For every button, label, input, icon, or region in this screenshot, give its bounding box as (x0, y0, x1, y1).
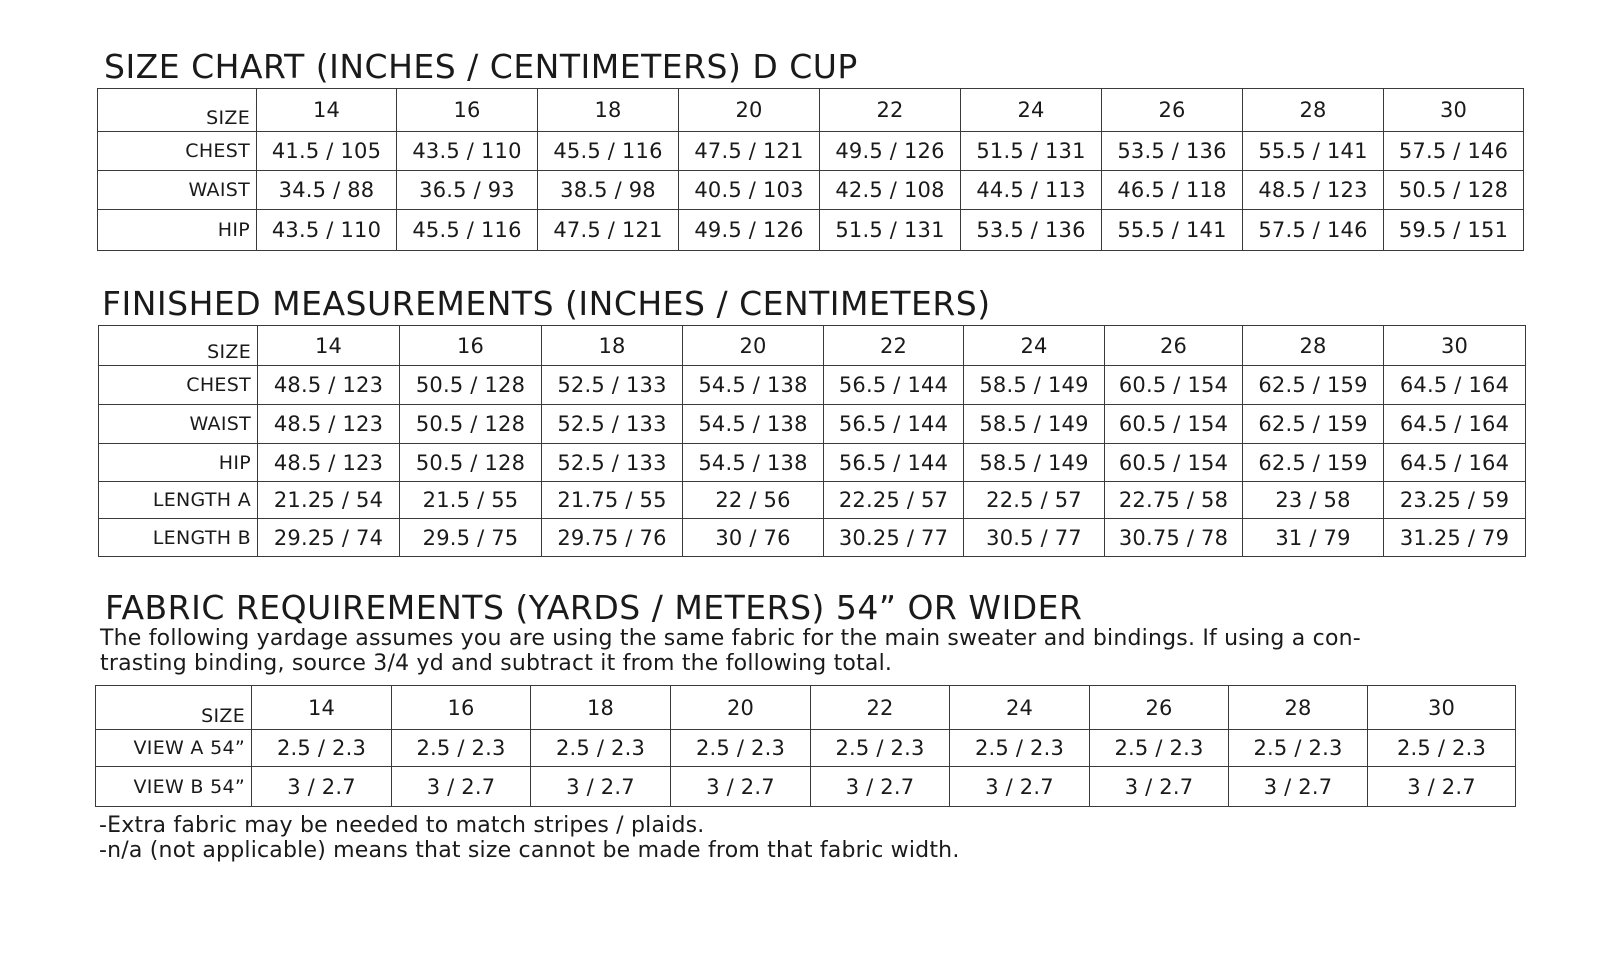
fabric-requirements-table (95, 685, 1516, 807)
finished-cell: 54.5 / 138 (683, 366, 824, 405)
size-chart-cell: 38.5 / 98 (538, 171, 679, 210)
fabric-cell: 3 / 2.7 (811, 767, 950, 807)
fabric-size-header: 26 (1090, 686, 1229, 730)
size-chart-row-label: WAIST (98, 171, 257, 210)
fabric-size-header: 22 (811, 686, 950, 730)
finished-cell: 22.5 / 57 (964, 482, 1105, 519)
fabric-table-row (96, 767, 1516, 807)
size-chart-table (97, 88, 1524, 251)
size-chart-cell: 49.5 / 126 (679, 210, 820, 251)
size-chart-cell: 36.5 / 93 (397, 171, 538, 210)
size-chart-size-header: 14 (257, 89, 397, 132)
finished-cell: 31 / 79 (1243, 519, 1384, 557)
fabric-size-header: 24 (950, 686, 1090, 730)
finished-cell: 23 / 58 (1243, 482, 1384, 519)
fabric-requirements-title: FABRIC REQUIREMENTS (YARDS / METERS) 54” OR WIDER (105, 588, 1083, 627)
fabric-note-1: -Extra fabric may be needed to match stripes / plaids. (99, 813, 705, 838)
fabric-size-header: 14 (252, 686, 392, 730)
fabric-size-header: 18 (531, 686, 671, 730)
finished-cell: 50.5 / 128 (400, 444, 542, 482)
finished-cell: 21.75 / 55 (542, 482, 683, 519)
size-chart-cell: 55.5 / 141 (1102, 210, 1243, 251)
fabric-cell: 3 / 2.7 (671, 767, 811, 807)
finished-size-header: 22 (824, 326, 964, 366)
size-chart-size-header: 20 (679, 89, 820, 132)
finished-cell: 23.25 / 59 (1384, 482, 1526, 519)
finished-cell: 62.5 / 159 (1243, 366, 1384, 405)
finished-cell: 29.5 / 75 (400, 519, 542, 557)
size-chart-size-header: 30 (1384, 89, 1524, 132)
finished-cell: 22.75 / 58 (1105, 482, 1243, 519)
finished-cell: 30.75 / 78 (1105, 519, 1243, 557)
finished-cell: 56.5 / 144 (824, 405, 964, 444)
finished-table-row (99, 519, 1526, 557)
finished-cell: 64.5 / 164 (1384, 366, 1526, 405)
finished-cell: 22 / 56 (683, 482, 824, 519)
finished-cell: 48.5 / 123 (258, 366, 400, 405)
finished-cell: 54.5 / 138 (683, 444, 824, 482)
size-chart-cell: 57.5 / 146 (1243, 210, 1384, 251)
finished-row-label: LENGTH B (99, 519, 258, 557)
fabric-cell: 2.5 / 2.3 (811, 730, 950, 767)
fabric-header-row (96, 686, 1516, 730)
size-chart-title: SIZE CHART (INCHES / CENTIMETERS) D CUP (104, 47, 858, 86)
finished-table-row (99, 444, 1526, 482)
size-chart-cell: 59.5 / 151 (1384, 210, 1524, 251)
finished-cell: 58.5 / 149 (964, 444, 1105, 482)
finished-cell: 31.25 / 79 (1384, 519, 1526, 557)
finished-cell: 30.5 / 77 (964, 519, 1105, 557)
finished-cell: 54.5 / 138 (683, 405, 824, 444)
fabric-cell: 2.5 / 2.3 (531, 730, 671, 767)
size-chart-cell: 51.5 / 131 (961, 132, 1102, 171)
size-chart-cell: 49.5 / 126 (820, 132, 961, 171)
size-chart-cell: 53.5 / 136 (1102, 132, 1243, 171)
finished-size-header: 20 (683, 326, 824, 366)
size-chart-cell: 47.5 / 121 (679, 132, 820, 171)
fabric-note-2: -n/a (not applicable) means that size cannot be made from that fabric width. (99, 838, 960, 863)
finished-row-label: HIP (99, 444, 258, 482)
fabric-cell: 2.5 / 2.3 (392, 730, 531, 767)
fabric-cell: 2.5 / 2.3 (671, 730, 811, 767)
size-chart-cell: 51.5 / 131 (820, 210, 961, 251)
finished-cell: 64.5 / 164 (1384, 405, 1526, 444)
size-chart-cell: 43.5 / 110 (397, 132, 538, 171)
fabric-cell: 3 / 2.7 (950, 767, 1090, 807)
size-chart-header-row (98, 89, 1524, 132)
size-chart-cell: 42.5 / 108 (820, 171, 961, 210)
fabric-size-label: SIZE (96, 686, 252, 730)
size-chart-cell: 34.5 / 88 (257, 171, 397, 210)
finished-cell: 50.5 / 128 (400, 366, 542, 405)
finished-cell: 52.5 / 133 (542, 405, 683, 444)
finished-cell: 48.5 / 123 (258, 405, 400, 444)
size-chart-row-label: HIP (98, 210, 257, 251)
fabric-cell: 3 / 2.7 (1229, 767, 1368, 807)
size-chart-cell: 53.5 / 136 (961, 210, 1102, 251)
size-chart-table-row (98, 132, 1524, 171)
finished-cell: 62.5 / 159 (1243, 444, 1384, 482)
fabric-row-label: VIEW A 54” (96, 730, 252, 767)
finished-cell: 52.5 / 133 (542, 366, 683, 405)
size-chart-cell: 57.5 / 146 (1384, 132, 1524, 171)
size-chart-size-header: 24 (961, 89, 1102, 132)
finished-table-row (99, 405, 1526, 444)
fabric-cell: 2.5 / 2.3 (1229, 730, 1368, 767)
fabric-cell: 3 / 2.7 (392, 767, 531, 807)
fabric-cell: 3 / 2.7 (1368, 767, 1516, 807)
fabric-cell: 2.5 / 2.3 (950, 730, 1090, 767)
fabric-size-header: 28 (1229, 686, 1368, 730)
finished-size-header: 26 (1105, 326, 1243, 366)
finished-size-header: 30 (1384, 326, 1526, 366)
size-chart-cell: 41.5 / 105 (257, 132, 397, 171)
fabric-size-header: 30 (1368, 686, 1516, 730)
finished-size-label: SIZE (99, 326, 258, 366)
finished-size-header: 28 (1243, 326, 1384, 366)
size-chart-size-header: 26 (1102, 89, 1243, 132)
finished-cell: 21.5 / 55 (400, 482, 542, 519)
size-chart-table-row (98, 210, 1524, 251)
finished-size-header: 18 (542, 326, 683, 366)
size-chart-cell: 55.5 / 141 (1243, 132, 1384, 171)
size-chart-cell: 44.5 / 113 (961, 171, 1102, 210)
finished-cell: 30 / 76 (683, 519, 824, 557)
finished-row-label: CHEST (99, 366, 258, 405)
finished-measurements-table (98, 325, 1526, 557)
finished-table-row (99, 482, 1526, 519)
finished-cell: 58.5 / 149 (964, 366, 1105, 405)
finished-cell: 60.5 / 154 (1105, 405, 1243, 444)
finished-size-header: 14 (258, 326, 400, 366)
finished-cell: 21.25 / 54 (258, 482, 400, 519)
finished-cell: 56.5 / 144 (824, 444, 964, 482)
size-chart-cell: 40.5 / 103 (679, 171, 820, 210)
finished-cell: 22.25 / 57 (824, 482, 964, 519)
size-chart-row-label: CHEST (98, 132, 257, 171)
size-chart-table-row (98, 171, 1524, 210)
fabric-cell: 3 / 2.7 (252, 767, 392, 807)
finished-cell: 30.25 / 77 (824, 519, 964, 557)
size-chart-size-header: 18 (538, 89, 679, 132)
finished-cell: 58.5 / 149 (964, 405, 1105, 444)
size-chart-size-header: 28 (1243, 89, 1384, 132)
size-chart-cell: 45.5 / 116 (538, 132, 679, 171)
finished-cell: 56.5 / 144 (824, 366, 964, 405)
finished-cell: 60.5 / 154 (1105, 366, 1243, 405)
size-chart-size-header: 22 (820, 89, 961, 132)
size-chart-size-label: SIZE (98, 89, 257, 132)
finished-cell: 62.5 / 159 (1243, 405, 1384, 444)
size-chart-cell: 43.5 / 110 (257, 210, 397, 251)
size-chart-size-header: 16 (397, 89, 538, 132)
finished-cell: 64.5 / 164 (1384, 444, 1526, 482)
finished-row-label: WAIST (99, 405, 258, 444)
finished-header-row (99, 326, 1526, 366)
finished-cell: 52.5 / 133 (542, 444, 683, 482)
fabric-cell: 2.5 / 2.3 (252, 730, 392, 767)
finished-cell: 29.75 / 76 (542, 519, 683, 557)
fabric-description-line1: The following yardage assumes you are using the same fabric for the main sweater and bindings. If using a con- (100, 626, 1361, 651)
fabric-description-line2: trasting binding, source 3/4 yd and subtract it from the following total. (100, 651, 893, 676)
finished-size-header: 16 (400, 326, 542, 366)
finished-cell: 48.5 / 123 (258, 444, 400, 482)
size-chart-cell: 47.5 / 121 (538, 210, 679, 251)
fabric-cell: 2.5 / 2.3 (1090, 730, 1229, 767)
fabric-size-header: 20 (671, 686, 811, 730)
fabric-cell: 3 / 2.7 (531, 767, 671, 807)
size-chart-cell: 46.5 / 118 (1102, 171, 1243, 210)
finished-size-header: 24 (964, 326, 1105, 366)
fabric-cell: 2.5 / 2.3 (1368, 730, 1516, 767)
fabric-table-row (96, 730, 1516, 767)
finished-measurements-title: FINISHED MEASUREMENTS (INCHES / CENTIMETERS) (102, 284, 991, 323)
finished-cell: 29.25 / 74 (258, 519, 400, 557)
fabric-size-header: 16 (392, 686, 531, 730)
finished-table-row (99, 366, 1526, 405)
fabric-cell: 3 / 2.7 (1090, 767, 1229, 807)
size-chart-cell: 45.5 / 116 (397, 210, 538, 251)
size-chart-cell: 48.5 / 123 (1243, 171, 1384, 210)
size-chart-cell: 50.5 / 128 (1384, 171, 1524, 210)
fabric-row-label: VIEW B 54” (96, 767, 252, 807)
finished-cell: 60.5 / 154 (1105, 444, 1243, 482)
finished-cell: 50.5 / 128 (400, 405, 542, 444)
finished-row-label: LENGTH A (99, 482, 258, 519)
